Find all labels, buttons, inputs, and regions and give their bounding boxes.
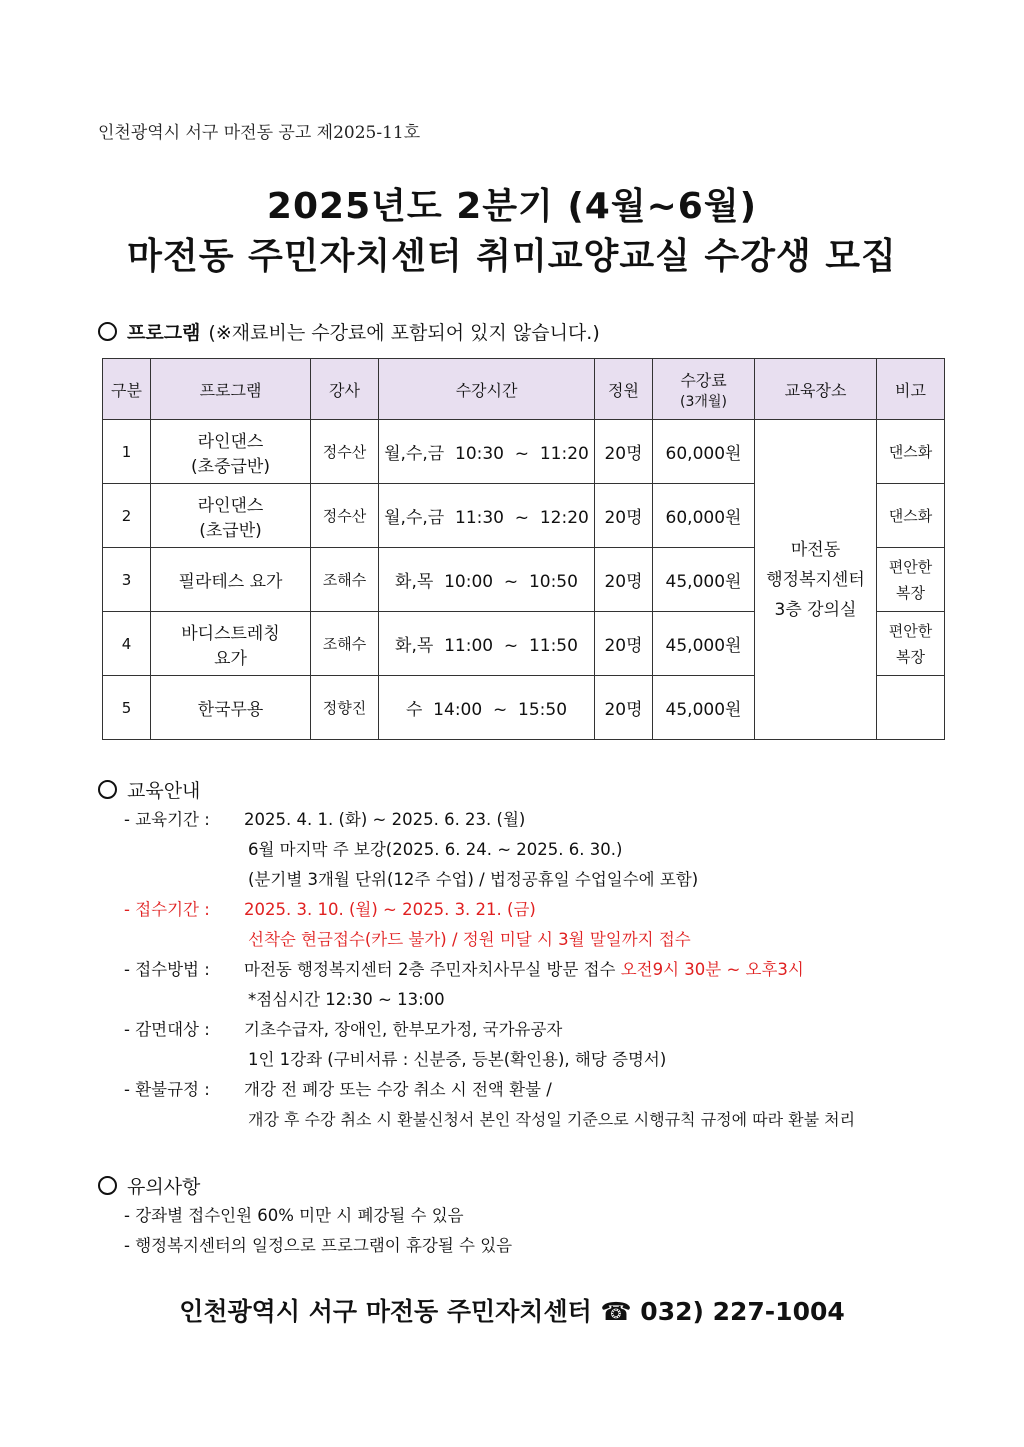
program-table xyxy=(102,358,945,740)
program-name: 바디스트레칭 xyxy=(181,623,280,644)
cell-capacity: 20명 xyxy=(595,612,653,676)
cell-fee: 60,000원 xyxy=(653,484,755,548)
header-fee-label: 수강료 xyxy=(680,370,727,390)
cell-time: 월,수,금 10:30 ~ 11:20 xyxy=(379,420,595,484)
caution-section-heading xyxy=(98,1172,200,1199)
header-fee xyxy=(653,359,755,420)
program-heading: 프로그램 xyxy=(127,322,201,344)
cell-capacity: 20명 xyxy=(595,484,653,548)
cell-capacity: 20명 xyxy=(595,420,653,484)
method-line-1: 마전동 행정복지센터 2층 주민자치사무실 방문 접수 xyxy=(244,960,616,979)
remarks-line-1: 편안한 xyxy=(888,621,933,640)
cell-no: 1 xyxy=(103,420,151,484)
cell-capacity: 20명 xyxy=(595,548,653,612)
cell-no: 2 xyxy=(103,484,151,548)
header-fee-sub: (3개월) xyxy=(680,393,727,410)
program-note: (※재료비는 수강료에 포함되어 있지 않습니다.) xyxy=(208,322,600,344)
discount-line-1: 기초수급자, 장애인, 한부모가정, 국가유공자 xyxy=(244,1020,563,1039)
education-info xyxy=(124,805,855,1135)
header-remarks: 비고 xyxy=(877,359,945,420)
program-level: 요가 xyxy=(214,648,247,669)
cell-remarks: 댄스화 xyxy=(877,420,945,484)
caution-item-2: - 행정복지센터의 일정으로 프로그램이 휴강될 수 있음 xyxy=(124,1236,513,1255)
period-label: - 교육기간 : xyxy=(124,810,210,829)
cell-remarks xyxy=(877,612,945,676)
cell-program xyxy=(151,420,311,484)
cell-time: 수 14:00 ~ 15:50 xyxy=(379,676,595,740)
refund-line-2: 개강 후 수강 취소 시 환불신청서 본인 작성일 기준으로 시행규칙 규정에 따라 환불 처리 xyxy=(248,1110,856,1129)
circle-bullet-icon xyxy=(98,780,117,799)
discount-row xyxy=(124,1015,855,1045)
cell-time: 화,목 10:00 ~ 10:50 xyxy=(379,548,595,612)
program-section-heading xyxy=(98,318,600,345)
remarks-line-2: 복장 xyxy=(896,583,925,602)
cell-time: 월,수,금 11:30 ~ 12:20 xyxy=(379,484,595,548)
method-row xyxy=(124,955,855,985)
header-program: 프로그램 xyxy=(151,359,311,420)
cell-location xyxy=(755,420,877,740)
title-line-1: 2025년도 2분기 (4월~6월) xyxy=(266,186,758,227)
caution-heading: 유의사항 xyxy=(127,1176,201,1198)
discount-line-2: 1인 1강좌 (구비서류 : 신분증, 등본(확인용), 해당 증명서) xyxy=(248,1050,667,1069)
method-line-2: *점심시간 12:30 ~ 13:00 xyxy=(248,990,445,1009)
caution-info xyxy=(124,1201,512,1261)
period-row xyxy=(124,805,855,835)
circle-bullet-icon xyxy=(98,1176,117,1195)
caution-item-1: - 강좌별 접수인원 60% 미만 시 폐강될 수 있음 xyxy=(124,1206,464,1225)
cell-instructor: 조해수 xyxy=(311,548,379,612)
cell-fee: 45,000원 xyxy=(653,676,755,740)
title-line-2: 마전동 주민자치센터 취미교양교실 수강생 모집 xyxy=(127,236,897,277)
remarks-line-1: 편안한 xyxy=(888,557,933,576)
reception-line-2: 선착순 현금접수(카드 불가) / 정원 미달 시 3월 말일까지 접수 xyxy=(248,930,691,949)
reception-line-1: 2025. 3. 10. (월) ~ 2025. 3. 21. (금) xyxy=(244,900,536,919)
cell-no: 4 xyxy=(103,612,151,676)
header-instructor: 강사 xyxy=(311,359,379,420)
refund-label: - 환불규정 : xyxy=(124,1080,210,1099)
cell-no: 3 xyxy=(103,548,151,612)
header-time: 수강시간 xyxy=(379,359,595,420)
header-location: 교육장소 xyxy=(755,359,877,420)
cell-fee: 45,000원 xyxy=(653,548,755,612)
cell-fee: 60,000원 xyxy=(653,420,755,484)
method-label: - 접수방법 : xyxy=(124,960,210,979)
table-row xyxy=(103,420,945,484)
program-level: (초중급반) xyxy=(191,456,270,477)
cell-program xyxy=(151,484,311,548)
refund-row xyxy=(124,1075,855,1105)
reception-label: - 접수기간 : xyxy=(124,900,210,919)
remarks-line-2: 복장 xyxy=(896,647,925,666)
cell-instructor: 정향진 xyxy=(311,676,379,740)
cell-instructor: 정수산 xyxy=(311,484,379,548)
cell-capacity: 20명 xyxy=(595,676,653,740)
period-line-1: 2025. 4. 1. (화) ~ 2025. 6. 23. (월) xyxy=(244,810,526,829)
cell-remarks: 댄스화 xyxy=(877,484,945,548)
cell-remarks xyxy=(877,676,945,740)
method-hours: 오전9시 30분 ~ 오후3시 xyxy=(620,960,804,979)
program-name: 한국무용 xyxy=(197,700,264,720)
discount-label: - 감면대상 : xyxy=(124,1020,210,1039)
location-line-2: 행정복지센터 xyxy=(766,569,865,590)
education-section-heading xyxy=(98,776,200,803)
program-name: 라인댄스 xyxy=(197,431,264,452)
program-level: (초급반) xyxy=(199,520,262,541)
cell-remarks xyxy=(877,548,945,612)
table-header-row xyxy=(103,359,945,420)
cell-fee: 45,000원 xyxy=(653,612,755,676)
cell-instructor: 정수산 xyxy=(311,420,379,484)
location-line-3: 3층 강의실 xyxy=(774,599,857,620)
cell-time: 화,목 11:00 ~ 11:50 xyxy=(379,612,595,676)
circle-bullet-icon xyxy=(98,322,117,341)
program-name: 라인댄스 xyxy=(197,495,264,516)
cell-program xyxy=(151,548,311,612)
notice-number: 인천광역시 서구 마전동 공고 제2025-11호 xyxy=(98,123,421,143)
cell-program xyxy=(151,676,311,740)
header-capacity: 정원 xyxy=(595,359,653,420)
header-no: 구분 xyxy=(103,359,151,420)
program-name: 필라테스 요가 xyxy=(178,572,283,592)
education-heading: 교육안내 xyxy=(127,780,201,802)
cell-no: 5 xyxy=(103,676,151,740)
period-line-2: 6월 마지막 주 보강(2025. 6. 24. ~ 2025. 6. 30.) xyxy=(248,840,623,859)
period-line-3: (분기별 3개월 단위(12주 수업) / 법정공휴일 수업일수에 포함) xyxy=(248,870,699,889)
cell-instructor: 조해수 xyxy=(311,612,379,676)
location-line-1: 마전동 xyxy=(790,539,841,560)
footer-contact: 인천광역시 서구 마전동 주민자치센터 ☎ 032) 227-1004 xyxy=(179,1297,845,1326)
reception-row xyxy=(124,895,855,925)
cell-program xyxy=(151,612,311,676)
refund-line-1: 개강 전 폐강 또는 수강 취소 시 전액 환불 / xyxy=(244,1080,552,1099)
